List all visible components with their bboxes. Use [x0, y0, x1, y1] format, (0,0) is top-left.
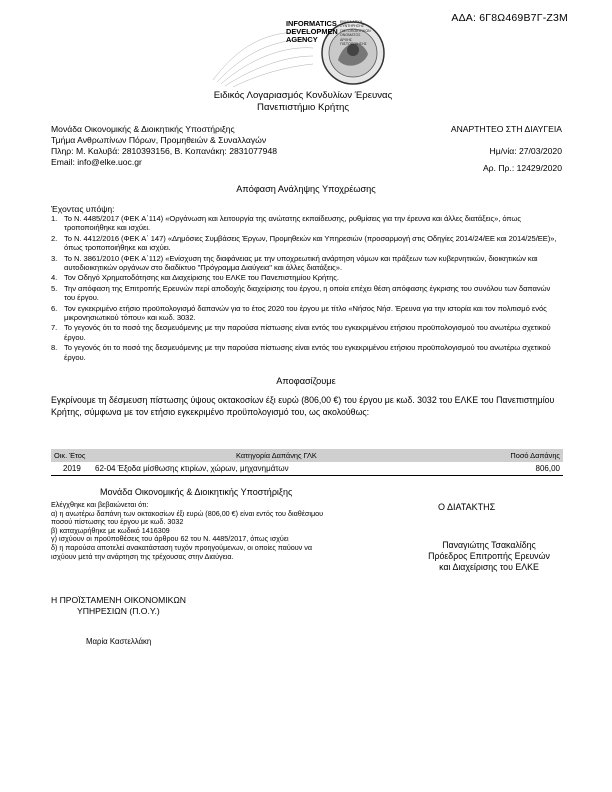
- list-item: [51, 254, 561, 273]
- logo-small-line: ΑΡΧΗΣ: [340, 37, 353, 42]
- list-item: [51, 234, 561, 253]
- list-item: [51, 214, 561, 233]
- director-title: Ο ΔΙΑΤΑΚΤΗΣ: [438, 502, 496, 512]
- table-header: [51, 449, 563, 462]
- item-number: 5.: [51, 283, 58, 293]
- logo-line-1: INFORMATICS: [286, 19, 337, 28]
- director-signature-block: [400, 540, 578, 573]
- finance-head-block: [51, 595, 251, 617]
- document-title: Απόφαση Ανάληψης Υποχρέωσης: [236, 184, 376, 194]
- finance-head-line-1: Η ΠΡΟΪΣΤΑΜΕΝΗ ΟΙΚΟΝΟΜΙΚΩΝ: [51, 595, 186, 605]
- logo-wordmark: [286, 20, 346, 44]
- col-year-header: Οικ. Έτος: [54, 451, 86, 460]
- check-line: ποσού πίστωσης του έργου με κωδ. 3032: [51, 517, 184, 527]
- list-item: [51, 284, 561, 303]
- item-number: 7.: [51, 323, 58, 333]
- check-line: α) η ανωτέρω δαπάνη των οκτακοσίων έξι ευρώ (806,00 €) είναι εντός του διαθέσιμου: [51, 508, 324, 518]
- finance-signer: Μαρία Καστελλάκη: [86, 637, 152, 646]
- list-item: [51, 273, 561, 282]
- item-text: Το Ν. 3861/2010 (ΦΕΚ Α΄112) «Ενίσχυση της διαφάνειας με την υποχρεωτική ανάρτηση νόμων και πράξεων των κυβερνητικών, διοικητικών και αυτοδιοικητικών οργάνων στο διαδίκτυο "Πρόγραμμα Διαύγεια" και άλλες διατάξεις».: [64, 253, 538, 273]
- logo-smallprint: [340, 20, 370, 46]
- header-unit: Μονάδα Οικονομικής & Διοικητικής Υποστήριξης: [51, 124, 235, 134]
- approval-text: Εγκρίνουμε τη δέσμευση πίστωσης ύψους οκτακοσίων έξι ευρώ (806,00 €) του έργου με κωδ. 3032 του ΕΛΚΕ του Πανεπιστημίου Κρήτης, σύμφωνα με τον ετήσιο εγκεκριμένο προϋπολογισμό του, ως ακολούθως:: [51, 395, 555, 417]
- director-name: Παναγιώτης Τσακαλίδης: [442, 540, 536, 550]
- check-line: ισχύουν μετά την ανάρτηση της τρέχουσας στην Διαύγεια.: [51, 551, 234, 561]
- protocol-number: Αρ. Πρ.: 12429/2020: [482, 163, 562, 173]
- logo-small-line: ΕΝΙΑΙΑ ΑΡΧΗ: [340, 20, 363, 24]
- header-department: Τμήμα Ανθρωπίνων Πόρων, Προμηθειών & Συναλλαγών: [51, 135, 267, 145]
- posted-label: ΑΝΑΡΤΗΤΕΟ ΣΤΗ ΔΙΑΥΓΕΙΑ: [450, 124, 562, 134]
- item-text: Την απόφαση της Επιτροπής Ερευνών περί αποδοχής διαχείρισης του έργου, η οποία επέχει θέση απόφασης έγκρισης του συνόλου των δαπανών του έργου.: [64, 283, 551, 303]
- logo-small-line: ΣΥΝΤΗΡΗΣΗΣ: [340, 24, 365, 29]
- item-text: Το γεγονός ότι το ποσό της δεσμευόμενης με την παρούσα πίστωσης είναι εντός του εγκεκριμένου ετήσιου προϋπολογισμού του ανωτέρω σχετικού έργου.: [64, 343, 551, 362]
- header-email: Email: info@elke.uoc.gr: [51, 157, 142, 167]
- logo-small-line: ΠΙΣΤΟΠΟΙΗΤΙΚΩΝ: [340, 28, 371, 33]
- item-number: 6.: [51, 303, 58, 313]
- list-item: [51, 323, 561, 342]
- list-item: [51, 304, 561, 323]
- director-role-1: Πρόεδρος Επιτροπής Ερευνών: [428, 551, 550, 561]
- list-item: [51, 343, 561, 362]
- header-contact: Πληρ: Μ. Καλυβά: 2810393156, Β. Κοπανάκη: 2831077948: [51, 146, 278, 156]
- check-line: Ελέγχθηκε και βεβαιώνεται ότι:: [51, 500, 149, 509]
- org-name: Ειδικός Λογαριασμός Κονδυλίων Έρευνας: [213, 90, 393, 101]
- col-category-header: Κατηγορία Δαπάνης ΓΛΚ: [236, 451, 317, 460]
- row-category: 62-04 Έξοδα μίσθωσης κτιρίων, χώρων, μηχανημάτων: [95, 464, 289, 473]
- item-number: 4.: [51, 273, 58, 283]
- item-number: 1.: [51, 214, 58, 223]
- col-amount-header: Ποσό Δαπάνης: [510, 451, 560, 460]
- verification-block: [51, 501, 341, 561]
- row-year: 2019: [63, 464, 81, 473]
- logo-block: [203, 20, 403, 116]
- item-text: Το γεγονός ότι το ποσό της δεσμευόμενης με την παρούσα πίστωσης είναι εντός του εγκεκριμένου ετήσιου προϋπολογισμού του ανωτέρω σχετικού έργου.: [64, 323, 551, 342]
- table-row: [51, 462, 563, 476]
- verification-unit: Μονάδα Οικονομικής & Διοικητικής Υποστήριξης: [100, 487, 293, 497]
- logo-small-line: ΠΙΣΤΟΠΟΙΗΣΗΣ: [340, 42, 367, 47]
- decision-heading: Αποφασίζουμε: [276, 376, 336, 386]
- logo-small-line: ΟΝΟΜΑΤΟΣ: [340, 33, 361, 38]
- check-line: β) καταχωρήθηκε με κωδικό 1416309: [51, 525, 170, 535]
- document-date: Ημ/νία: 27/03/2020: [489, 146, 562, 156]
- item-number: 3.: [51, 253, 58, 263]
- item-number: 8.: [51, 343, 58, 353]
- check-line: δ) η παρούσα αποτελεί ανακατάσταση τυχόν προηγούμενων, οι οποίες παύουν να: [51, 542, 313, 552]
- item-text: Τον εγκεκριμένο ετήσιο προϋπολογισμό δαπανών για το έτος 2020 του έργου με τίτλο «Νήσος Νήσ. Έρευνα για την ιστορία και τον πολιτισμό ενός μικρονησιωτικού τόπου» και κωδ. 3032.: [64, 303, 547, 323]
- item-number: 2.: [51, 233, 58, 243]
- ada-code: ΑΔΑ: 6Γ8Ω469Β7Γ-Ζ3Μ: [451, 12, 568, 24]
- logo-line-2: DEVELOPMEN: [286, 27, 338, 36]
- considerations-heading: Έχοντας υπόψη:: [51, 204, 115, 214]
- item-text: Το Ν. 4412/2016 (ΦΕΚ Α΄ 147) «Δημόσιες Συμβάσεις Έργων, Προμηθειών και Υπηρεσιών (προσαρμογή στις Οδηγίες 2014/24/ΕΕ και 2014/25/ΕΕ)», όπως τροποποιήθηκε και ισχύει.: [64, 233, 557, 253]
- university-name: Πανεπιστήμιο Κρήτης: [257, 102, 349, 113]
- expense-table: [51, 449, 563, 476]
- logo-line-3: AGENCY: [286, 35, 318, 44]
- item-text: Τον Οδηγό Χρηματοδότησης και Διαχείρισης του ΕΛΚΕ του Πανεπιστημίου Κρήτης.: [64, 273, 339, 283]
- finance-head-line-2: ΥΠΗΡΕΣΙΩΝ (Π.Ο.Υ.): [77, 606, 160, 616]
- considerations-list: [51, 214, 561, 363]
- director-role-2: και Διαχείρισης του ΕΛΚΕ: [439, 562, 539, 572]
- check-line: γ) ισχύουν οι προϋποθέσεις του άρθρου 62 του Ν. 4485/2017, όπως ισχύει: [51, 534, 289, 544]
- item-text: Το Ν. 4485/2017 (ΦΕΚ Α΄114) «Οργάνωση και λειτουργία της ανώτατης εκπαίδευσης, ρυθμίσεις για την έρευνα και άλλες διατάξεις», όπως τροποποιήθηκε και ισχύει.: [64, 214, 521, 233]
- row-amount: 806,00: [535, 464, 560, 473]
